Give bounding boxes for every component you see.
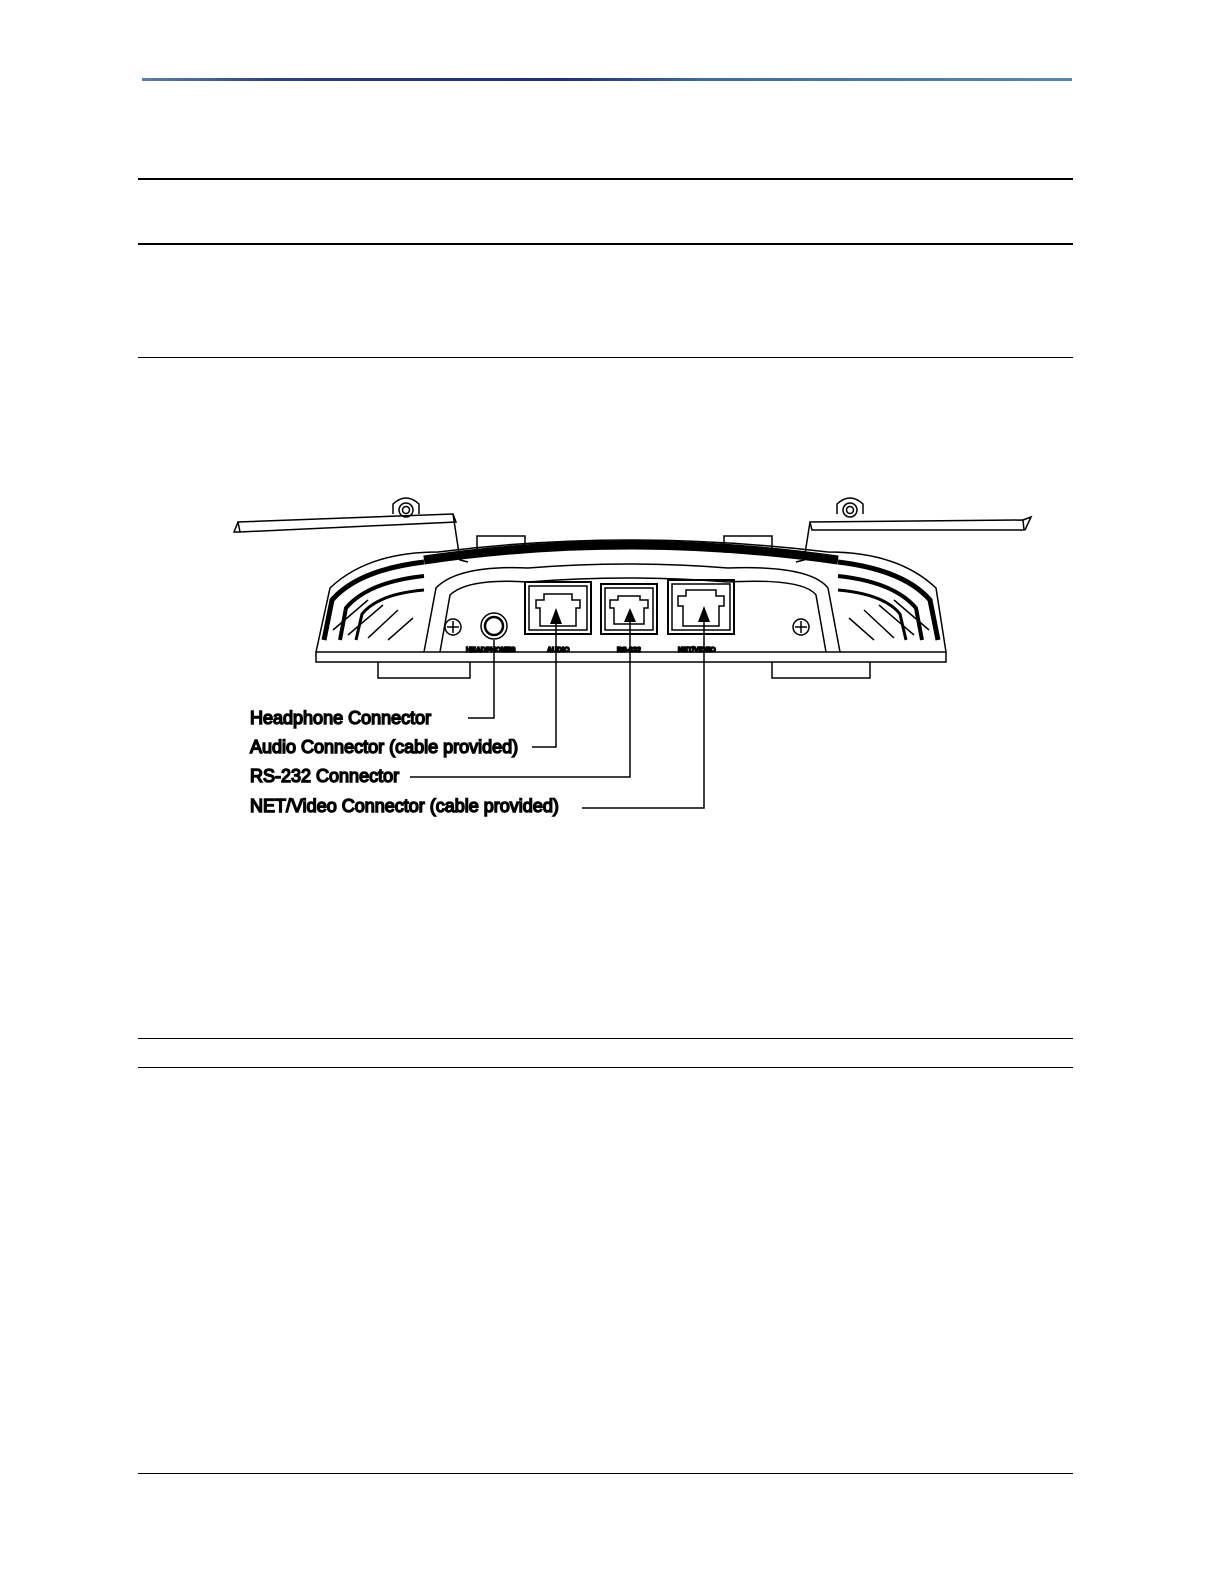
- section-rule-2: [138, 243, 1073, 245]
- section-rule-1: [138, 178, 1073, 180]
- net-video-arrow-icon: [698, 606, 710, 622]
- rs232-arrow-icon: [624, 608, 636, 622]
- port-label-audio: AUDIO: [547, 647, 570, 654]
- audio-leader-line: [532, 624, 556, 747]
- callout-rs232-connector: RS-232 Connector: [250, 766, 400, 786]
- port-label-net-video: NET/VIDEO: [678, 647, 716, 654]
- header-rule: [142, 78, 1072, 81]
- net-video-port: [668, 580, 734, 634]
- housing: [316, 540, 946, 678]
- section-rule-5: [138, 1067, 1073, 1068]
- port-label-headphones: HEADPHONES: [466, 647, 516, 654]
- audio-port: [525, 582, 591, 634]
- audio-arrow-icon: [550, 608, 562, 624]
- rear-panel-figure: [228, 490, 1038, 830]
- callout-net-video-connector: NET/Video Connector (cable provided): [250, 796, 559, 816]
- section-rule-4: [138, 1038, 1073, 1039]
- headphone-jack: [481, 613, 507, 639]
- section-rule-3: [138, 357, 1073, 358]
- footer-rule: [138, 1473, 1073, 1474]
- port-label-rs232: RS-232: [617, 647, 641, 654]
- left-screw-icon: [445, 619, 461, 635]
- callout-headphone-connector: Headphone Connector: [250, 708, 432, 728]
- callout-audio-connector: Audio Connector (cable provided): [250, 737, 519, 757]
- right-screw-icon: [793, 619, 809, 635]
- rs232-port: [601, 584, 657, 634]
